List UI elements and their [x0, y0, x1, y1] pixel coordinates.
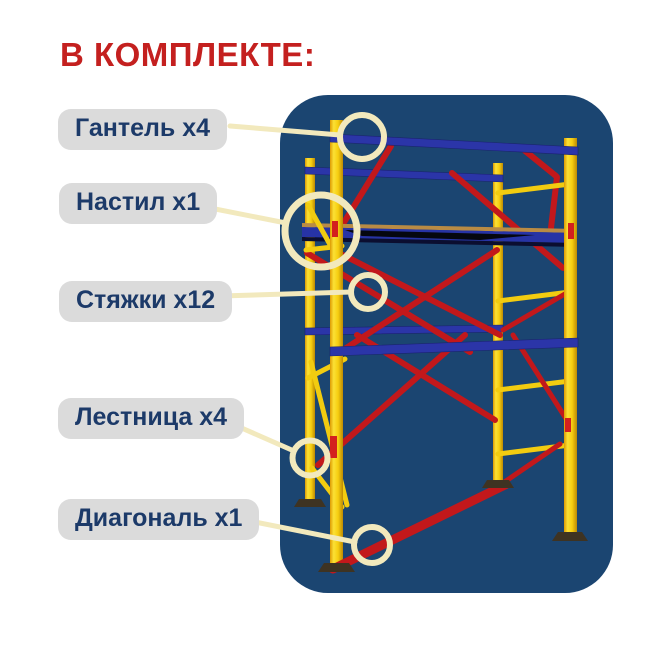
- label-diagonal: Диагональ x1: [58, 499, 259, 540]
- label-deck: Настил x1: [59, 183, 217, 224]
- label-ties: Стяжки x12: [59, 281, 232, 322]
- label-ladder: Лестница x4: [58, 398, 244, 439]
- page-title: В КОМПЛЕКТЕ:: [60, 36, 316, 73]
- label-dumbbell-bar: Гантель x4: [58, 109, 227, 150]
